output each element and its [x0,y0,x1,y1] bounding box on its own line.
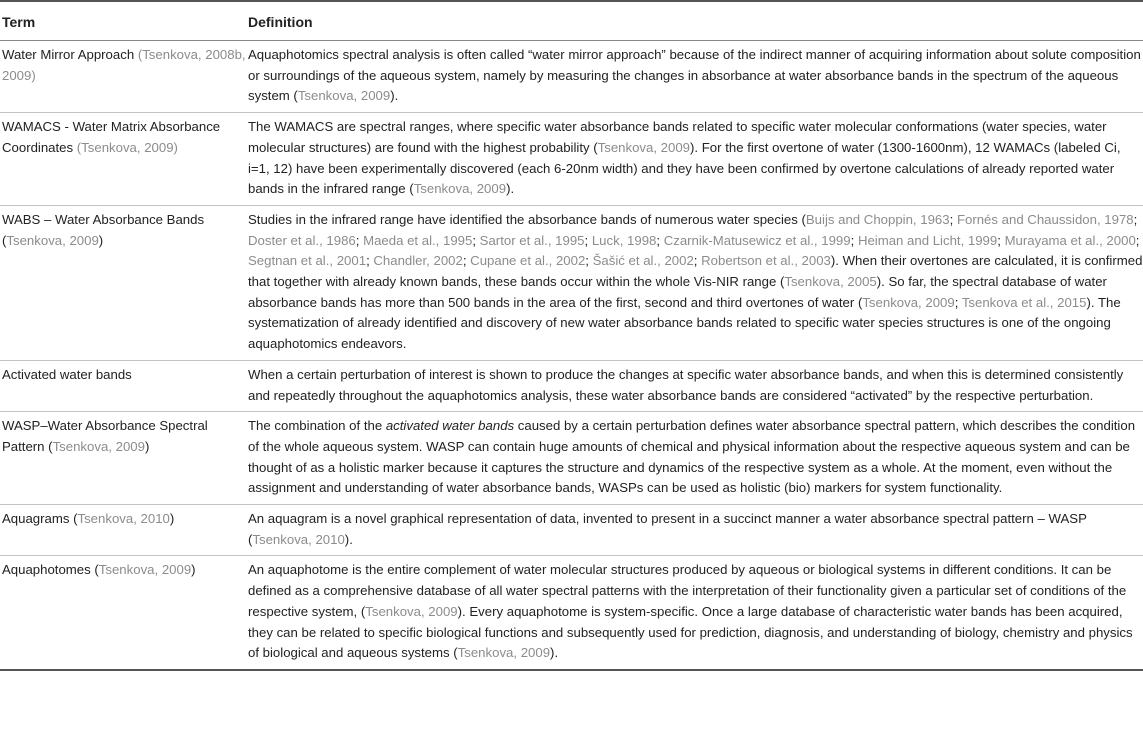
text-segment: ; [1135,232,1140,248]
term-cell [0,41,248,113]
text-segment: ). For the first overtone of water (1300-1600nm), 12 WAMACs (labeled Ci, i=1, 12) have been experimentally discovered (each 6-20nm width) and they have been confirmed by overtone calculations of already reported water bands in the infrared range ( [248,139,1121,197]
term-cell [0,505,248,556]
text-segment: ). [344,531,353,547]
term-cell [0,360,248,411]
text-segment: ). When their overtones are calculated, it is confirmed that together with already known bands, these bands occur within the whole Vis-NIR range ( [248,253,1143,290]
definition-column-header: Definition [248,1,1143,41]
term-cell [0,412,248,505]
citation-link[interactable]: Maeda et al., 1995 [363,232,473,248]
text-segment: ; [1133,211,1138,227]
citation-link[interactable]: Buijs and Choppin, 1963 [805,211,950,227]
definition-cell [248,556,1143,670]
citation-link[interactable]: Tsenkova, 2009 [98,562,192,578]
citation-link[interactable]: (Tsenkova, 2009) [76,139,178,155]
text-segment: ; [584,232,592,248]
term-cell [0,205,248,360]
text-segment: ; [462,253,471,269]
table-body [0,41,1143,670]
text-segment: ). [550,645,559,661]
citation-link[interactable]: Czarnik-Matusewicz et al., 1999 [663,232,851,248]
text-segment: The combination of the [248,418,386,434]
citation-link[interactable]: (Tsenkova, 2008b, 2009) [2,47,246,83]
text-segment: ; [656,232,664,248]
definition-cell [248,360,1143,411]
text-segment: ; [355,232,364,248]
citation-link[interactable]: Cupane et al., 2002 [470,253,586,269]
table-row [0,205,1143,360]
citation-link[interactable]: Tsenkova, 2009 [297,88,391,104]
text-segment: Aquaphotomics spectral analysis is often called “water mirror approach” because of the indirect manner of acquiring information about solute composition or surroundings of the aqueous system, namely by measuring the changes in absorbance at water absorbance bands in the spectrum of the aqueous system ( [248,47,1141,104]
citation-link[interactable]: Segtnan et al., 2001 [248,253,367,269]
citation-link[interactable]: Tsenkova, 2010 [77,511,170,527]
text-segment: ; [472,232,480,248]
citation-link[interactable]: Tsenkova, 2009 [413,181,507,197]
text-segment: ). [390,88,399,104]
text-segment: ) [98,232,104,248]
text-segment: ) [169,511,175,527]
citation-link[interactable]: Tsenkova et al., 2015 [961,294,1087,310]
text-segment: caused by a certain perturbation defines water absorbance spectral pattern, which describes the condition of the whole aqueous system. WASP can contain huge amounts of chemical and physical information about the respective aqueous system and can be thought of as a holistic marker because it captures the structure and dynamics of the respective system as a whole. At the moment, even without the assignment and understanding of water absorbance bands, WASPs can be used as holistic (bio) markers for system functionality. [248,418,1136,496]
definition-cell [248,113,1143,206]
text-segment: When a certain perturbation of interest is shown to produce the changes at specific water absorbance bands, and when this is determined consistently and repeatedly throughout the aquaphotomics analysis, these water absorbance bands are considered “activated” by the respective perturbation. [248,366,1124,403]
citation-link[interactable]: Sartor et al., 1995 [479,232,585,248]
table-row [0,113,1143,206]
citation-link[interactable]: Tsenkova, 2005 [784,274,877,290]
text-segment: Aquagrams ( [2,511,78,527]
definition-cell [248,41,1143,113]
term-column-header: Term [0,1,248,41]
citation-link[interactable]: Murayama et al., 2000 [1004,232,1136,248]
citation-link[interactable]: Tsenkova, 2009 [365,603,458,619]
table-row [0,505,1143,556]
table-row [0,412,1143,505]
citation-link[interactable]: Tsenkova, 2009 [457,645,551,661]
text-segment: Water Mirror Approach [2,47,138,62]
citation-link[interactable]: Fornés and Chaussidon, 1978 [956,211,1134,227]
text-segment: ; [850,232,858,248]
text-segment: WABS – Water Absorbance Bands ( [2,211,205,248]
text-segment: ). [506,181,515,197]
term-cell [0,113,248,206]
text-segment: The WAMACS are spectral ranges, where specific water absorbance bands related to specific water molecular conformations (water species, water molecular structures) are found with the highest probability ( [248,119,1107,155]
citation-link[interactable]: Tsenkova, 2009 [597,139,691,155]
citation-link[interactable]: Chandler, 2002 [373,253,463,269]
text-segment: WASP–Water Absorbance Spectral Pattern ( [2,418,208,454]
text-segment: Activated water bands [2,366,132,382]
emphasized-text: activated water bands [385,418,515,434]
text-segment: ). Every aquaphotome is system-specific. Once a large database of characteristic water bands has been acquired, they can be related to specific biological functions and subsequently used for prediction, diagnosis, and understanding of biology, chemistry and physics of biological and aqueous systems ( [248,603,1133,661]
text-segment: An aquaphotome is the entire complement of water molecular structures produced by aqueous or biological systems in different conditions. It can be defined as a comprehensive database of all water spectral patterns with the interpretation of their functionality given a particular set of conditions of the respective system, ( [248,562,1127,619]
table-row [0,360,1143,411]
term-cell [0,556,248,670]
citation-link[interactable]: Heiman and Licht, 1999 [857,232,998,248]
text-segment: ) [144,438,150,454]
text-segment: An aquagram is a novel graphical representation of data, invented to present in a succinct manner a water absorbance spectral pattern – WASP ( [248,511,1087,547]
text-segment: Aquaphotomes ( [2,562,99,578]
table-row [0,556,1143,670]
text-segment: ; [949,211,957,227]
text-segment: ; [693,253,702,269]
text-segment: Studies in the infrared range have identified the absorbance bands of numerous water species ( [248,211,806,227]
text-segment: ; [954,294,962,310]
text-segment: ; [997,232,1005,248]
citation-link[interactable]: Tsenkova, 2009 [862,294,955,310]
definition-cell [248,412,1143,505]
citation-link[interactable]: Šašić et al., 2002 [592,253,694,269]
definition-cell [248,505,1143,556]
text-segment: ) [191,562,196,578]
citation-link[interactable]: Tsenkova, 2009 [52,438,145,454]
table-row [0,41,1143,113]
citation-link[interactable]: Tsenkova, 2009 [6,232,99,248]
definition-cell [248,205,1143,360]
header-row [0,1,1143,41]
text-segment: ). So far, the spectral database of water absorbance bands has more than 500 bands in the area of the first, second and third overtones of water ( [248,274,1107,310]
citation-link[interactable]: Doster et al., 1986 [248,232,356,248]
text-segment: WAMACS - Water Matrix Absorbance Coordinates [2,119,221,155]
citation-link[interactable]: Tsenkova, 2010 [252,531,345,547]
text-segment: ). The systematization of already identified and discovery of new water absorbance bands related to specific water species structures is one of the ongoing aquaphotomics endeavors. [248,294,1121,352]
text-segment: ; [585,253,593,269]
text-segment: ; [366,253,374,269]
citation-link[interactable]: Robertson et al., 2003 [701,253,831,269]
citation-link[interactable]: Luck, 1998 [591,232,657,248]
